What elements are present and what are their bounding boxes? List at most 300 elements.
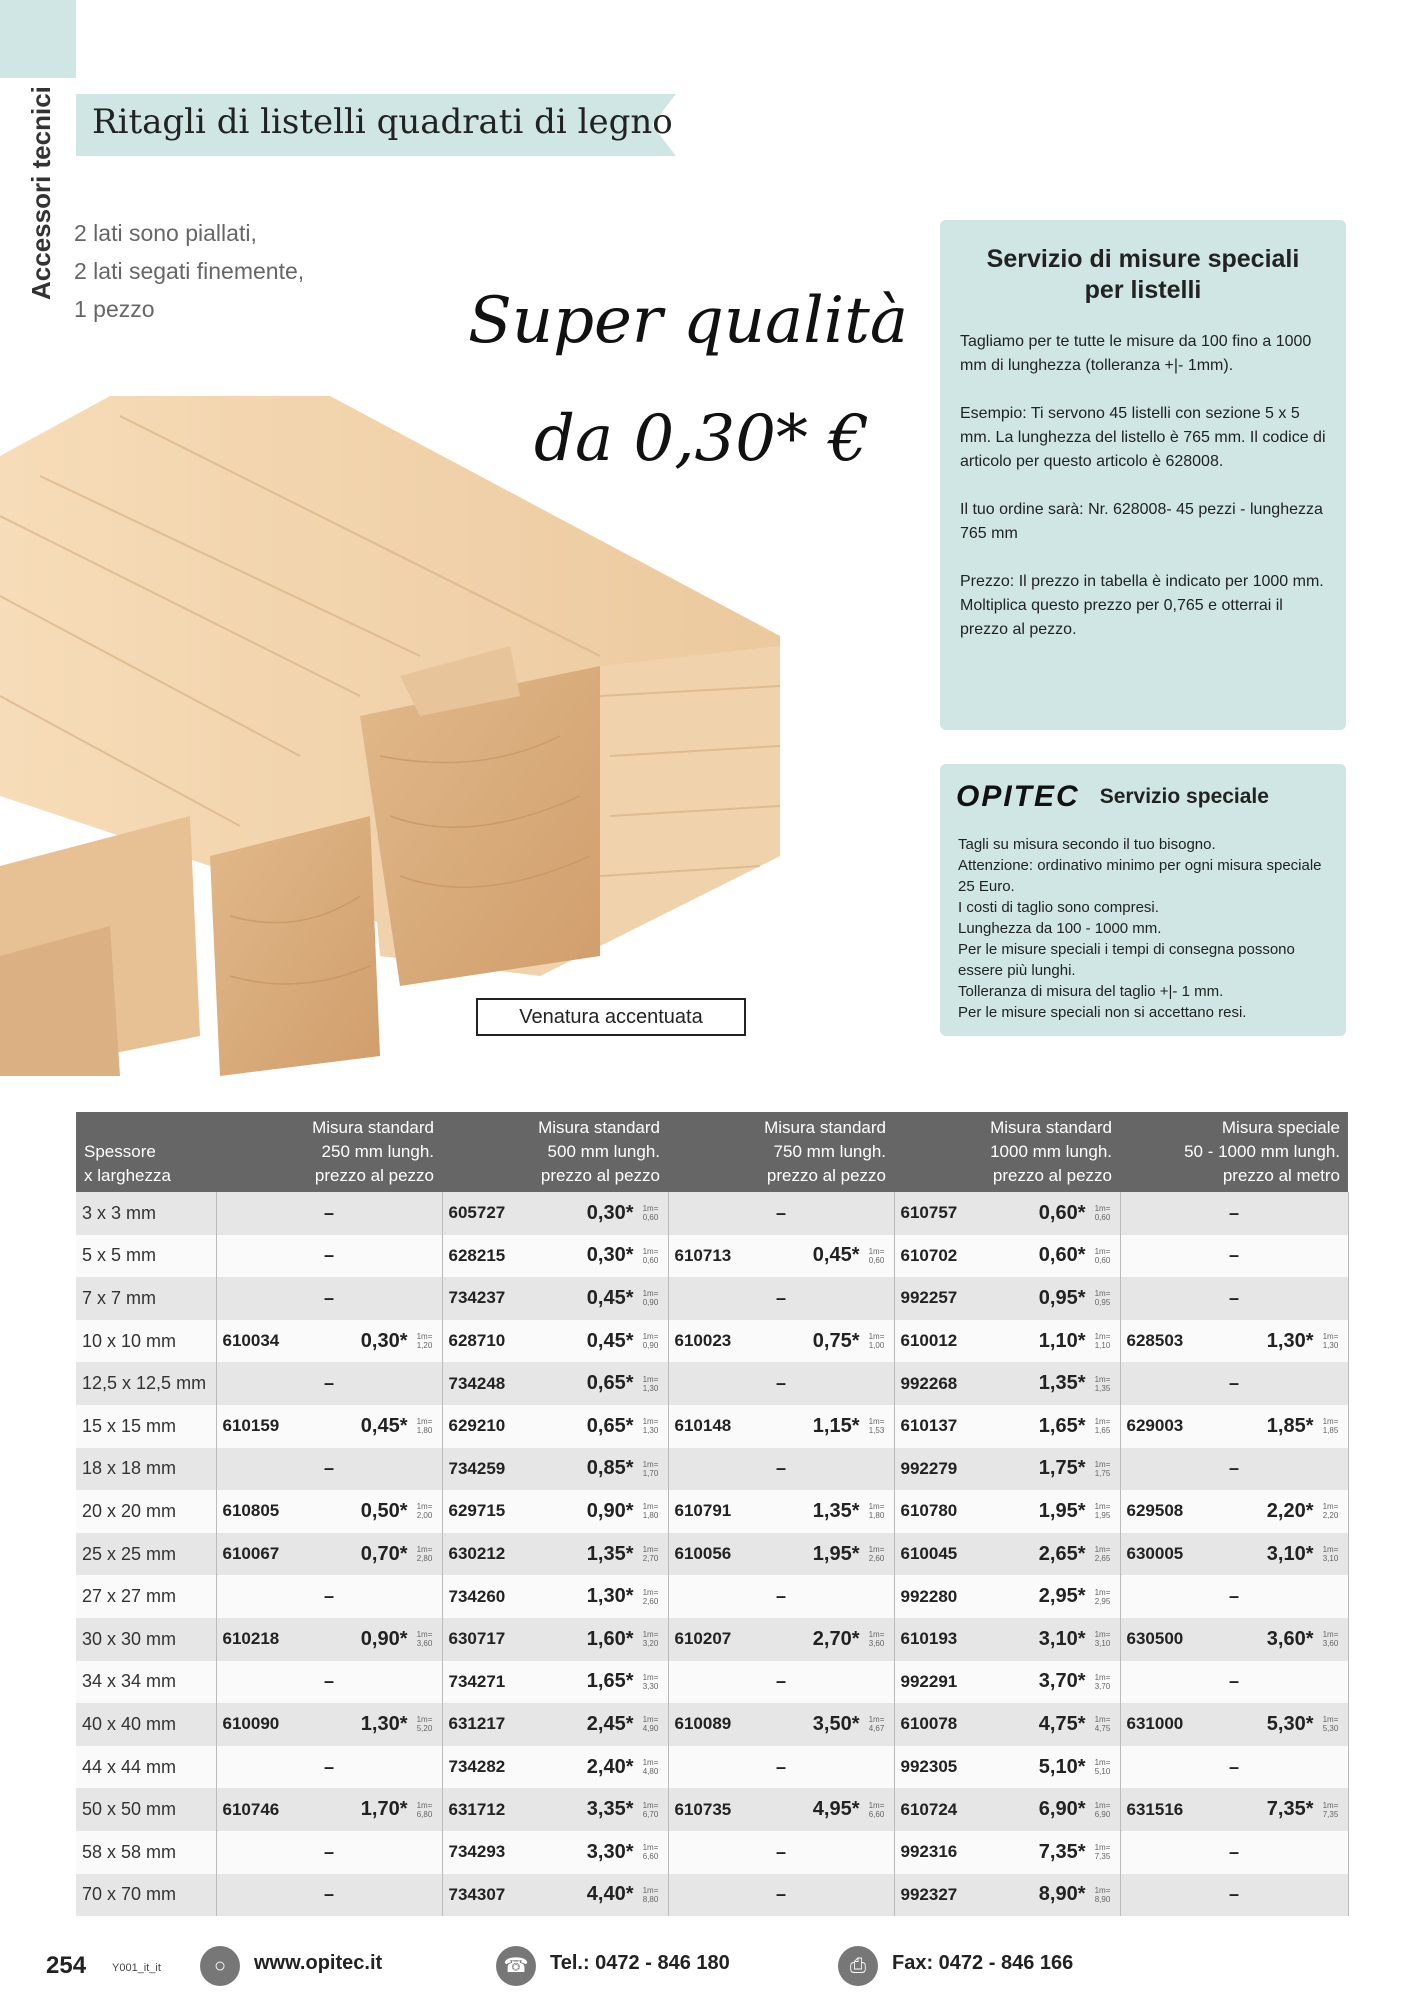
- unit-price-value: 0,60: [868, 1255, 885, 1265]
- article-code[interactable]: 610735: [674, 1799, 732, 1819]
- piece-price: 0,95*: [1038, 1286, 1086, 1309]
- piece-price: 0,50*: [360, 1499, 408, 1522]
- article-code[interactable]: 734271: [448, 1671, 506, 1691]
- website-link[interactable]: www.opitec.it: [254, 1952, 383, 1974]
- unit-price: [640, 1417, 662, 1435]
- article-code[interactable]: 734307: [448, 1884, 506, 1904]
- price-cell: [894, 1788, 1120, 1831]
- unit-price-label: 1m=: [868, 1502, 885, 1512]
- size-cell: 20 x 20 mm: [76, 1490, 216, 1533]
- article-code[interactable]: 610805: [222, 1501, 280, 1521]
- unit-price-label: 1m=: [642, 1374, 659, 1384]
- article-code[interactable]: 992305: [900, 1757, 958, 1777]
- unit-price: [866, 1332, 888, 1350]
- service-title-line-1: Servizio di misure speciali: [986, 245, 1300, 273]
- piece-price: 1,65*: [586, 1670, 634, 1693]
- article-code[interactable]: 610702: [900, 1245, 958, 1265]
- unit-price: [1092, 1545, 1114, 1563]
- article-code[interactable]: 610090: [222, 1714, 280, 1734]
- price-cell: –: [1120, 1277, 1348, 1320]
- article-code[interactable]: 610034: [222, 1331, 280, 1351]
- size-cell: 58 x 58 mm: [76, 1831, 216, 1874]
- unit-price-value: 7,35: [1322, 1809, 1339, 1819]
- article-code[interactable]: 630717: [448, 1629, 506, 1649]
- unit-price-value: 1,00: [868, 1341, 885, 1351]
- unit-price: [414, 1801, 436, 1819]
- article-code[interactable]: 610193: [900, 1629, 958, 1649]
- unit-price-label: 1m=: [1094, 1800, 1111, 1810]
- price-cell: [442, 1235, 668, 1278]
- unit-price-label: 1m=: [1094, 1289, 1111, 1299]
- unit-price: [1092, 1715, 1114, 1733]
- article-code[interactable]: 610067: [222, 1544, 280, 1564]
- size-cell: 7 x 7 mm: [76, 1277, 216, 1320]
- price-cell: [442, 1533, 668, 1576]
- unit-price-value: 8,90: [1094, 1894, 1111, 1904]
- article-code[interactable]: 628503: [1126, 1331, 1184, 1351]
- unit-price-label: 1m=: [1094, 1332, 1111, 1342]
- unit-price: [866, 1417, 888, 1435]
- piece-price: 4,75*: [1038, 1712, 1086, 1735]
- unit-price-label: 1m=: [416, 1332, 433, 1342]
- article-code[interactable]: 610137: [900, 1416, 958, 1436]
- piece-price: 1,35*: [1038, 1372, 1086, 1395]
- price-cell: –: [216, 1362, 442, 1405]
- piece-price: 0,85*: [586, 1457, 634, 1480]
- piece-price: 2,65*: [1038, 1542, 1086, 1565]
- special-line: Per le misure speciali non si accettano resi.: [958, 1004, 1247, 1021]
- piece-price: 0,90*: [360, 1627, 408, 1650]
- article-code[interactable]: 734260: [448, 1586, 506, 1606]
- unit-price: [414, 1332, 436, 1350]
- service-paragraph: Prezzo: Il prezzo in tabella è indicato per 1000 mm. Moltiplica questo prezzo per 0,765 e otterrai il prezzo al pezzo.: [960, 573, 1324, 638]
- table-row: [76, 1831, 1348, 1874]
- piece-price: 5,30*: [1266, 1712, 1314, 1735]
- page-footer: [0, 1940, 1416, 1990]
- service-box-title: [940, 244, 1346, 306]
- unit-price-label: 1m=: [642, 1204, 659, 1214]
- size-cell: 25 x 25 mm: [76, 1533, 216, 1576]
- piece-price: 1,65*: [1038, 1414, 1086, 1437]
- opitec-logo: OPITEC: [956, 780, 1080, 813]
- table-row: [76, 1788, 1348, 1831]
- piece-price: 1,15*: [812, 1414, 860, 1437]
- unit-price-label: 1m=: [1322, 1630, 1339, 1640]
- article-code[interactable]: 605727: [448, 1203, 506, 1223]
- table-row: [76, 1575, 1348, 1618]
- article-code[interactable]: 628215: [448, 1245, 506, 1265]
- article-code[interactable]: 610724: [900, 1799, 958, 1819]
- special-service-text: [958, 834, 1334, 1023]
- price-cell: [894, 1831, 1120, 1874]
- article-code[interactable]: 629508: [1126, 1501, 1184, 1521]
- unit-price: [866, 1247, 888, 1265]
- unit-price-value: 4,80: [642, 1767, 659, 1777]
- article-code[interactable]: 610012: [900, 1331, 958, 1351]
- unit-price-value: 4,67: [868, 1724, 885, 1734]
- article-code[interactable]: 734237: [448, 1288, 506, 1308]
- article-code[interactable]: 629210: [448, 1416, 506, 1436]
- service-box-text: [960, 330, 1326, 642]
- price-cell: [442, 1618, 668, 1661]
- service-paragraph: Il tuo ordine sarà: Nr. 628008- 45 pezzi - lunghezza 765 mm: [960, 501, 1323, 542]
- article-code[interactable]: 734293: [448, 1842, 506, 1862]
- unit-price: [414, 1502, 436, 1520]
- article-code[interactable]: 734259: [448, 1458, 506, 1478]
- table-row: [76, 1661, 1348, 1704]
- unit-price-label: 1m=: [416, 1800, 433, 1810]
- piece-price: 8,90*: [1038, 1883, 1086, 1906]
- header-line: prezzo al pezzo: [992, 1166, 1112, 1185]
- unit-price-label: 1m=: [1322, 1715, 1339, 1725]
- price-cell: [894, 1192, 1120, 1235]
- price-cell: [1120, 1788, 1348, 1831]
- price-cell: –: [216, 1661, 442, 1704]
- article-code[interactable]: 630212: [448, 1544, 506, 1564]
- price-cell: –: [668, 1831, 894, 1874]
- article-code[interactable]: 610791: [674, 1501, 732, 1521]
- price-cell: –: [668, 1746, 894, 1789]
- unit-price: [640, 1715, 662, 1733]
- article-code[interactable]: 629003: [1126, 1416, 1184, 1436]
- unit-price-label: 1m=: [642, 1246, 659, 1256]
- article-code[interactable]: 992280: [900, 1586, 958, 1606]
- unit-price-label: 1m=: [868, 1800, 885, 1810]
- header-line: 750 mm lungh.: [773, 1142, 886, 1161]
- price-cell: –: [668, 1874, 894, 1917]
- price-cell: [894, 1490, 1120, 1533]
- unit-price: [866, 1801, 888, 1819]
- header-line: Misura standard: [312, 1118, 434, 1137]
- table-row: [76, 1874, 1348, 1917]
- price-cell: [442, 1490, 668, 1533]
- piece-price: 1,30*: [360, 1712, 408, 1735]
- article-code[interactable]: 630005: [1126, 1544, 1184, 1564]
- price-cell: –: [668, 1277, 894, 1320]
- unit-price: [1320, 1715, 1342, 1733]
- unit-price-value: 6,90: [1094, 1809, 1111, 1819]
- unit-price: [640, 1673, 662, 1691]
- size-cell: 12,5 x 12,5 mm: [76, 1362, 216, 1405]
- unit-price-value: 3,60: [868, 1639, 885, 1649]
- article-code[interactable]: 610148: [674, 1416, 732, 1436]
- unit-price-label: 1m=: [642, 1459, 659, 1469]
- price-table-body: [76, 1192, 1348, 1916]
- unit-price-value: 3,70: [1094, 1681, 1111, 1691]
- unit-price: [640, 1545, 662, 1563]
- header-special: [1120, 1112, 1348, 1192]
- header-line: Spessore: [84, 1142, 156, 1161]
- unit-price-value: 4,90: [642, 1724, 659, 1734]
- article-code[interactable]: 610023: [674, 1331, 732, 1351]
- piece-price: 7,35*: [1266, 1798, 1314, 1821]
- article-code[interactable]: 610056: [674, 1544, 732, 1564]
- unit-price-label: 1m=: [1094, 1374, 1111, 1384]
- service-paragraph: Esempio: Ti servono 45 listelli con sezione 5 x 5 mm. La lunghezza del listello è 765 mm. Il codice di articolo per questo articolo è 628008.: [960, 405, 1326, 470]
- special-line: I costi di taglio sono compresi.: [958, 899, 1159, 916]
- special-service-title: Servizio speciale: [1099, 785, 1269, 808]
- unit-price-label: 1m=: [416, 1502, 433, 1512]
- price-cell: [894, 1533, 1120, 1576]
- catalog-code: Y001_it_it: [112, 1962, 161, 1974]
- piece-price: 3,10*: [1266, 1542, 1314, 1565]
- unit-price: [640, 1204, 662, 1222]
- piece-price: 3,30*: [586, 1840, 634, 1863]
- price-cell: [894, 1277, 1120, 1320]
- article-code[interactable]: 610159: [222, 1416, 280, 1436]
- service-title-line-2: per listelli: [1084, 276, 1202, 304]
- price-cell: –: [1120, 1661, 1348, 1704]
- unit-price-value: 1,35: [1094, 1383, 1111, 1393]
- article-code[interactable]: 610713: [674, 1245, 732, 1265]
- price-cell: –: [1120, 1746, 1348, 1789]
- piece-price: 3,60*: [1266, 1627, 1314, 1650]
- description-line: 1 pezzo: [74, 296, 155, 322]
- article-code[interactable]: 992279: [900, 1458, 958, 1478]
- unit-price-value: 2,70: [642, 1554, 659, 1564]
- article-code[interactable]: 992257: [900, 1288, 958, 1308]
- table-row: [76, 1490, 1348, 1533]
- unit-price: [866, 1630, 888, 1648]
- unit-price-value: 1,30: [642, 1426, 659, 1436]
- article-code[interactable]: 631712: [448, 1799, 506, 1819]
- special-service-box: [940, 764, 1346, 1036]
- unit-price-label: 1m=: [1322, 1800, 1339, 1810]
- unit-price-value: 0,90: [642, 1341, 659, 1351]
- unit-price-label: 1m=: [642, 1289, 659, 1299]
- unit-price-value: 1,80: [868, 1511, 885, 1521]
- header-line: 1000 mm lungh.: [990, 1142, 1112, 1161]
- unit-price-value: 1,65: [1094, 1426, 1111, 1436]
- article-code[interactable]: 992327: [900, 1884, 958, 1904]
- table-row: [76, 1362, 1348, 1405]
- unit-price: [1320, 1801, 1342, 1819]
- unit-price-label: 1m=: [868, 1417, 885, 1427]
- unit-price-label: 1m=: [642, 1630, 659, 1640]
- special-line: Tagli su misura secondo il tuo bisogno.: [958, 836, 1216, 853]
- unit-price-value: 3,10: [1322, 1554, 1339, 1564]
- article-code[interactable]: 610089: [674, 1714, 732, 1734]
- unit-price-value: 0,60: [1094, 1213, 1111, 1223]
- special-line: Tolleranza di misura del taglio +|- 1 mm.: [958, 983, 1224, 1000]
- price-cell: [216, 1320, 442, 1363]
- piece-price: 0,30*: [586, 1244, 634, 1267]
- unit-price: [1092, 1843, 1114, 1861]
- piece-price: 0,60*: [1038, 1201, 1086, 1224]
- unit-price: [1092, 1588, 1114, 1606]
- unit-price-value: 3,60: [1322, 1639, 1339, 1649]
- price-cell: [442, 1661, 668, 1704]
- size-cell: 5 x 5 mm: [76, 1235, 216, 1278]
- piece-price: 1,10*: [1038, 1329, 1086, 1352]
- unit-price-label: 1m=: [1094, 1246, 1111, 1256]
- article-code[interactable]: 610746: [222, 1799, 280, 1819]
- piece-price: 1,30*: [1266, 1329, 1314, 1352]
- unit-price-value: 1,95: [1094, 1511, 1111, 1521]
- piece-price: 7,35*: [1038, 1840, 1086, 1863]
- price-cell: [442, 1362, 668, 1405]
- price-cell: [894, 1618, 1120, 1661]
- unit-price: [640, 1886, 662, 1904]
- unit-price-value: 6,70: [642, 1809, 659, 1819]
- price-cell: [442, 1874, 668, 1917]
- article-code[interactable]: 610045: [900, 1544, 958, 1564]
- corner-accent: [0, 0, 76, 78]
- price-cell: –: [216, 1746, 442, 1789]
- article-code[interactable]: 992316: [900, 1842, 958, 1862]
- price-cell: [668, 1788, 894, 1831]
- piece-price: 4,40*: [586, 1883, 634, 1906]
- article-code[interactable]: 610780: [900, 1501, 958, 1521]
- price-cell: [894, 1746, 1120, 1789]
- unit-price-value: 0,60: [642, 1213, 659, 1223]
- unit-price-label: 1m=: [1094, 1885, 1111, 1895]
- unit-price: [1092, 1332, 1114, 1350]
- price-cell: [442, 1746, 668, 1789]
- unit-price-value: 1,80: [416, 1426, 433, 1436]
- piece-price: 2,45*: [586, 1712, 634, 1735]
- piece-price: 0,65*: [586, 1372, 634, 1395]
- unit-price: [640, 1460, 662, 1478]
- unit-price-value: 4,75: [1094, 1724, 1111, 1734]
- article-code[interactable]: 629715: [448, 1501, 506, 1521]
- price-cell: [894, 1362, 1120, 1405]
- article-code[interactable]: 630500: [1126, 1629, 1184, 1649]
- piece-price: 2,95*: [1038, 1585, 1086, 1608]
- unit-price: [640, 1247, 662, 1265]
- piece-price: 0,65*: [586, 1414, 634, 1437]
- piece-price: 1,30*: [586, 1585, 634, 1608]
- article-code[interactable]: 610757: [900, 1203, 958, 1223]
- unit-price: [1092, 1289, 1114, 1307]
- article-code[interactable]: 734248: [448, 1373, 506, 1393]
- fax-number: Fax: 0472 - 846 166: [892, 1952, 1074, 1974]
- unit-price-value: 2,20: [1322, 1511, 1339, 1521]
- unit-price: [1092, 1460, 1114, 1478]
- table-row: [76, 1533, 1348, 1576]
- piece-price: 1,35*: [586, 1542, 634, 1565]
- table-row: [76, 1235, 1348, 1278]
- unit-price-value: 3,20: [642, 1639, 659, 1649]
- piece-price: 1,35*: [812, 1499, 860, 1522]
- unit-price: [414, 1417, 436, 1435]
- header-line: 250 mm lungh.: [321, 1142, 434, 1161]
- price-cell: [442, 1277, 668, 1320]
- unit-price-label: 1m=: [642, 1502, 659, 1512]
- piece-price: 0,90*: [586, 1499, 634, 1522]
- price-cell: [442, 1320, 668, 1363]
- price-cell: [216, 1405, 442, 1448]
- unit-price-label: 1m=: [1094, 1545, 1111, 1555]
- unit-price-label: 1m=: [642, 1843, 659, 1853]
- price-cell: –: [216, 1448, 442, 1491]
- unit-price-label: 1m=: [1094, 1587, 1111, 1597]
- header-line: Misura standard: [990, 1118, 1112, 1137]
- price-cell: –: [216, 1874, 442, 1917]
- piece-price: 0,45*: [360, 1414, 408, 1437]
- price-cell: [442, 1405, 668, 1448]
- piece-price: 1,60*: [586, 1627, 634, 1650]
- price-cell: –: [668, 1661, 894, 1704]
- price-cell: [668, 1405, 894, 1448]
- piece-price: 6,90*: [1038, 1798, 1086, 1821]
- service-paragraph: Tagliamo per te tutte le misure da 100 fino a 1000 mm di lunghezza (tolleranza +|- 1mm).: [960, 333, 1312, 374]
- table-row: [76, 1277, 1348, 1320]
- article-code[interactable]: 992268: [900, 1373, 958, 1393]
- article-code[interactable]: 631516: [1126, 1799, 1184, 1819]
- unit-price: [640, 1843, 662, 1861]
- unit-price: [640, 1289, 662, 1307]
- unit-price-value: 0,95: [1094, 1298, 1111, 1308]
- unit-price-value: 8,80: [642, 1894, 659, 1904]
- unit-price-label: 1m=: [642, 1800, 659, 1810]
- unit-price-label: 1m=: [1322, 1332, 1339, 1342]
- size-cell: 50 x 50 mm: [76, 1788, 216, 1831]
- article-code[interactable]: 734282: [448, 1757, 506, 1777]
- article-code[interactable]: 610078: [900, 1714, 958, 1734]
- unit-price-value: 6,60: [642, 1852, 659, 1862]
- unit-price: [1320, 1417, 1342, 1435]
- unit-price-value: 3,30: [642, 1681, 659, 1691]
- price-cell: –: [668, 1448, 894, 1491]
- article-code[interactable]: 631000: [1126, 1714, 1184, 1734]
- price-cell: –: [216, 1575, 442, 1618]
- size-cell: 30 x 30 mm: [76, 1618, 216, 1661]
- price-cell: [442, 1831, 668, 1874]
- unit-price: [640, 1630, 662, 1648]
- article-code[interactable]: 610207: [674, 1629, 732, 1649]
- unit-price-label: 1m=: [1322, 1545, 1339, 1555]
- price-cell: [216, 1533, 442, 1576]
- unit-price-value: 2,95: [1094, 1596, 1111, 1606]
- piece-price: 0,60*: [1038, 1244, 1086, 1267]
- custom-size-service-box: [940, 220, 1346, 730]
- piece-price: 2,40*: [586, 1755, 634, 1778]
- special-line: Attenzione: ordinativo minimo per ogni misura speciale 25 Euro.: [958, 857, 1322, 895]
- price-table: [76, 1112, 1349, 1916]
- unit-price-label: 1m=: [868, 1332, 885, 1342]
- price-cell: –: [1120, 1362, 1348, 1405]
- price-cell: –: [1120, 1575, 1348, 1618]
- unit-price: [1320, 1630, 1342, 1648]
- size-cell: 10 x 10 mm: [76, 1320, 216, 1363]
- fax-icon: ⎙: [838, 1946, 878, 1986]
- unit-price-label: 1m=: [416, 1630, 433, 1640]
- article-code[interactable]: 631217: [448, 1714, 506, 1734]
- product-description: [74, 214, 304, 328]
- article-code[interactable]: 992291: [900, 1671, 958, 1691]
- price-cell: –: [216, 1235, 442, 1278]
- piece-price: 3,50*: [812, 1712, 860, 1735]
- grain-label: Venatura accentuata: [476, 998, 746, 1036]
- article-code[interactable]: 628710: [448, 1331, 506, 1351]
- unit-price: [414, 1545, 436, 1563]
- unit-price-value: 2,60: [868, 1554, 885, 1564]
- size-cell: 27 x 27 mm: [76, 1575, 216, 1618]
- wood-strips-image: [0, 396, 800, 1076]
- article-code[interactable]: 610218: [222, 1629, 280, 1649]
- price-cell: [894, 1448, 1120, 1491]
- price-cell: [894, 1235, 1120, 1278]
- unit-price: [414, 1630, 436, 1648]
- unit-price: [1092, 1417, 1114, 1435]
- price-cell: [894, 1703, 1120, 1746]
- unit-price-value: 1,70: [642, 1468, 659, 1478]
- description-line: 2 lati segati finemente,: [74, 258, 305, 284]
- size-cell: 40 x 40 mm: [76, 1703, 216, 1746]
- table-row: [76, 1746, 1348, 1789]
- unit-price-value: 0,90: [642, 1298, 659, 1308]
